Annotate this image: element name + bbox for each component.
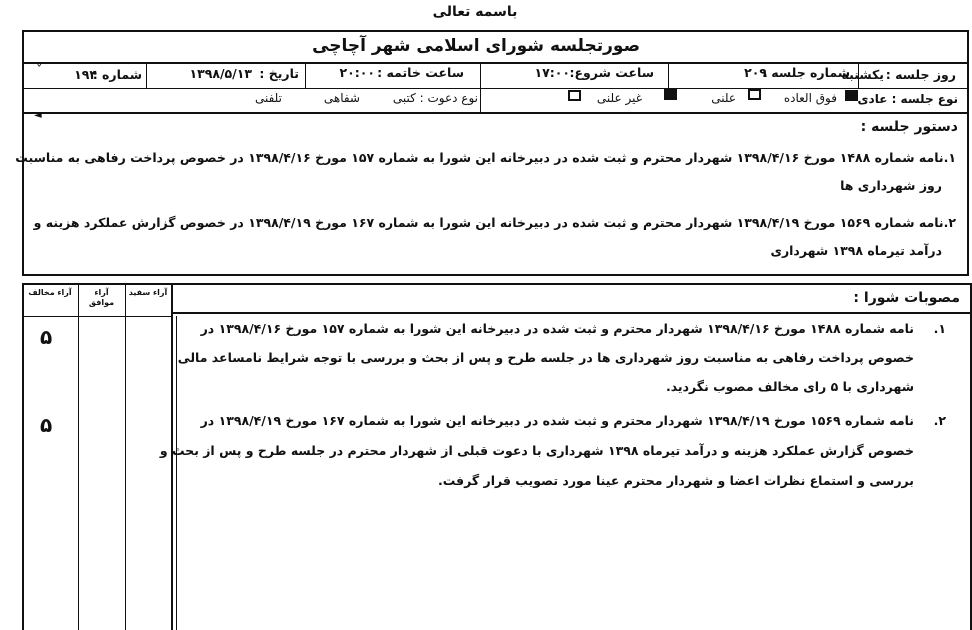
session-type-nonpublic-checkbox[interactable] (568, 90, 581, 101)
start-time-value: ۱۷:۰۰ (534, 65, 570, 80)
agenda-item-1 (15, 150, 956, 198)
session-type-extraordinary-label: فوق العاده (783, 91, 837, 105)
session-type-label: نوع جلسه : عادی (857, 92, 958, 106)
resolution-2-number: ۲. (933, 413, 946, 428)
start-time-label: ساعت شروع: (569, 65, 654, 80)
page-title: صورتجلسه شورای اسلامی شهر آچاچی (312, 36, 640, 56)
resolution-1 (174, 321, 914, 401)
session-number-value: ۲۰۹ (744, 65, 767, 80)
session-type-extraordinary-checkbox[interactable] (748, 89, 761, 100)
vote-col-against-header: آراء مخالف (28, 288, 72, 297)
agenda-item-2 (33, 215, 956, 263)
mark-icon: ˇ (36, 64, 43, 79)
session-type-regular-checkbox[interactable] (845, 90, 858, 101)
agenda-item-2-line2: درآمد تیرماه ۱۳۹۸ شهرداری (770, 243, 942, 258)
number-label: شماره : (92, 67, 142, 82)
resolution-1-votes-against: ۵ (40, 325, 53, 349)
resolution-2-line3: بررسی و استماع نظرات اعضا و شهردار محترم عینا مورد تصویب قرار گرفت. (437, 473, 914, 488)
resolution-2-line1: نامه شماره ۱۵۶۹ مورخ ۱۳۹۸/۴/۱۹ شهردار محترم و ثبت شده در دبیرخانه این شورا به شماره ۱۶۷ مورخ ۱۳۹۸/۴/۱۹ در (200, 413, 914, 428)
date-label: تاریخ : (259, 66, 299, 81)
resolution-2-votes-against: ۵ (40, 413, 53, 437)
agenda-item-1-line2: روز شهرداری ها (840, 178, 942, 193)
agenda-item-1-line1: ۱.نامه شماره ۱۴۸۸ مورخ ۱۳۹۸/۴/۱۶ شهردار محترم و ثبت شده در دبیرخانه این شورا به شماره ۱۵۷ مورخ ۱۳۹۸/۴/۱۶ در خصوص پرداخت رفاهی به مناسبت (15, 150, 956, 165)
resolution-1-line3: شهرداری با ۵ رای مخالف مصوب نگردید. (665, 379, 914, 394)
bismillah: باسمه تعالی (432, 4, 518, 20)
vote-col-blank-header: آراء سفید (128, 288, 168, 297)
resolution-2-line2: خصوص گزارش عملکرد هزینه و درآمد تیرماه ۱۳۹۸ شهرداری با دعوت قبلی از شهردار محترم در جلسه طرح و پس از بحث و (159, 443, 914, 458)
day-value: یکشنبه (841, 67, 884, 82)
vote-col-for-header: آراء موافق (88, 288, 115, 307)
resolutions-heading: مصوبات شورا : (853, 290, 960, 306)
invitation-label: نوع دعوت : کتبی (392, 91, 478, 105)
agenda-heading: دستور جلسه : (860, 119, 958, 135)
session-number-label: شماره جلسه : (761, 65, 850, 80)
arrow-mark-icon: ◄ (34, 110, 42, 121)
resolution-1-line2: خصوص پرداخت رفاهی به مناسبت روز شهرداری ها در جلسه طرح و پس از بحث و بررسی با توجه شرایط نامساعد مالی (177, 350, 914, 365)
date-value: ۱۳۹۸/۵/۱۳ (189, 66, 252, 81)
invitation-oral: شفاهی (323, 91, 360, 105)
resolution-2 (159, 413, 914, 493)
day-label: روز جلسه : (885, 67, 956, 82)
session-type-nonpublic-label: غیر علنی (596, 91, 642, 105)
number-value: ۱۹۴ (74, 67, 97, 82)
end-time-value: ۲۰:۰۰ (339, 65, 375, 80)
invitation-phone: تلفنی (254, 91, 282, 105)
session-type-public-label: علنی (711, 91, 736, 105)
session-type-public-checkbox[interactable] (664, 89, 677, 100)
resolution-1-line1: نامه شماره ۱۴۸۸ مورخ ۱۳۹۸/۴/۱۶ شهردار محترم و ثبت شده در دبیرخانه این شورا به شماره ۱۵۷ مورخ ۱۳۹۸/۴/۱۶ در (200, 321, 914, 336)
resolution-1-number: ۱. (933, 321, 946, 336)
agenda-item-2-line1: ۲.نامه شماره ۱۵۶۹ مورخ ۱۳۹۸/۴/۱۹ شهردار محترم و ثبت شده در دبیرخانه این شورا به شماره ۱۶۷ مورخ ۱۳۹۸/۴/۱۹ در خصوص گزارش عملکرد هزینه و (33, 215, 956, 230)
end-time-label: ساعت خاتمه : (377, 65, 464, 80)
